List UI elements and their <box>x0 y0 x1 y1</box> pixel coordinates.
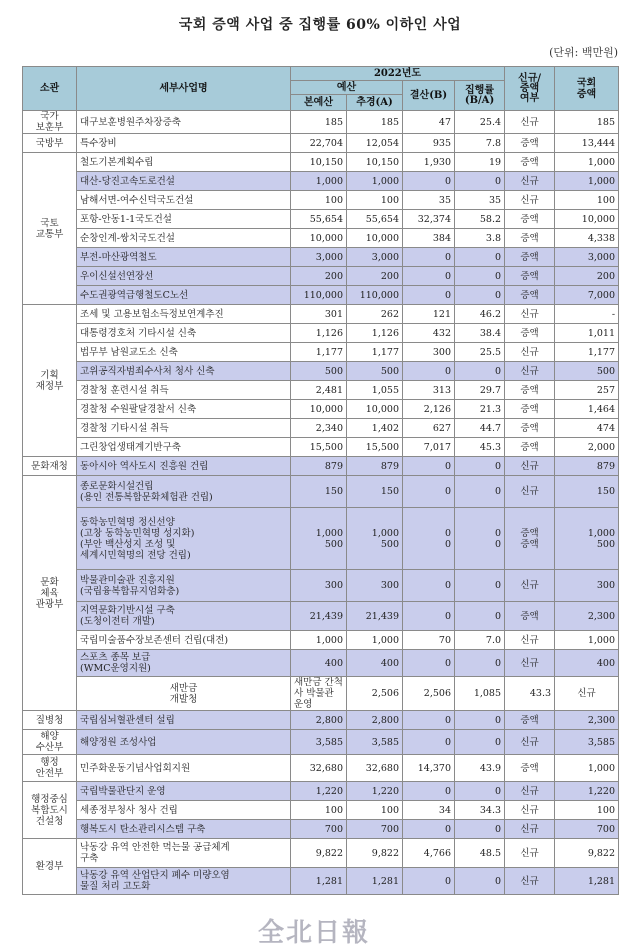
settlement-cell: 7,017 <box>403 438 455 457</box>
table-row <box>23 362 619 381</box>
settlement-cell: 4,766 <box>403 839 455 868</box>
increase-cell: 1,281 <box>555 868 619 895</box>
main-budget-cell: 150 <box>291 476 347 508</box>
table-row <box>23 631 619 650</box>
project-name-cell: 박물관미술관 진흥지원 (국립융복합뮤지엄화충) <box>77 570 291 602</box>
exec-rate-cell: 0 <box>455 248 505 267</box>
table-row <box>23 153 619 172</box>
table-row <box>23 267 619 286</box>
settlement-cell: 627 <box>403 419 455 438</box>
increase-cell: 1,220 <box>555 782 619 801</box>
increase-cell: 1,000 500 <box>555 508 619 570</box>
supplementary-cell: 150 <box>347 476 403 508</box>
project-name-cell: 낙동강 유역 안전한 먹는물 공급체계 구축 <box>77 839 291 868</box>
dept-cell: 국가 보훈부 <box>23 111 77 134</box>
type-cell: 증액 <box>505 711 555 730</box>
supplementary-cell: 500 <box>347 362 403 381</box>
main-budget-cell: 879 <box>291 457 347 476</box>
type-cell: 신규 <box>505 191 555 210</box>
supplementary-cell: 110,000 <box>347 286 403 305</box>
exec-rate-cell: 48.5 <box>455 839 505 868</box>
main-budget-cell: 1,281 <box>291 868 347 895</box>
increase-cell: 400 <box>555 650 619 677</box>
main-budget-cell: 1,000 500 <box>291 508 347 570</box>
table-row <box>23 457 619 476</box>
exec-rate-cell: 0 <box>455 650 505 677</box>
project-name-cell: 대구보훈병원주차장증축 <box>77 111 291 134</box>
supplementary-cell: 400 <box>347 650 403 677</box>
project-name-cell: 철도기본계획수립 <box>77 153 291 172</box>
table-row <box>23 286 619 305</box>
dept-cell: 환경부 <box>23 839 77 895</box>
project-name-cell: 우이신설선연장선 <box>77 267 291 286</box>
type-cell: 신규 <box>505 172 555 191</box>
settlement-cell: 313 <box>403 381 455 400</box>
page-title: 국회 증액 사업 중 집행률 60% 이하인 사업 <box>178 17 462 33</box>
project-name-cell: 민주화운동기념사업회지원 <box>77 755 291 782</box>
supplementary-cell: 100 <box>347 191 403 210</box>
table-row <box>23 602 619 631</box>
table-row <box>23 801 619 820</box>
type-cell: 신규 <box>505 820 555 839</box>
increase-cell: 1,011 <box>555 324 619 343</box>
main-budget-cell: 100 <box>291 191 347 210</box>
project-name-cell: 대통령경호처 기타시설 신축 <box>77 324 291 343</box>
project-name-cell: 남해서면-여수신덕국도건설 <box>77 191 291 210</box>
increase-cell: 7,000 <box>555 286 619 305</box>
main-budget-cell: 400 <box>291 650 347 677</box>
main-budget-cell: 10,150 <box>291 153 347 172</box>
settlement-cell: 0 <box>403 602 455 631</box>
settlement-cell: 32,374 <box>403 210 455 229</box>
header-settlement: 결산(B) <box>403 81 455 111</box>
exec-rate-cell: 44.7 <box>455 419 505 438</box>
project-name-cell: 조세 및 고용보험소득정보연계추진 <box>77 305 291 324</box>
exec-rate-cell: 7.0 <box>455 631 505 650</box>
supplementary-cell: 2,506 <box>403 677 455 711</box>
settlement-cell: 0 <box>403 286 455 305</box>
project-name-cell: 부전-마산광역철도 <box>77 248 291 267</box>
supplementary-cell: 1,177 <box>347 343 403 362</box>
table-row <box>23 820 619 839</box>
main-budget-cell: 700 <box>291 820 347 839</box>
settlement-cell: 0 <box>403 820 455 839</box>
supplementary-cell: 300 <box>347 570 403 602</box>
header-year: 2022년도 <box>291 67 505 81</box>
increase-cell: 1,177 <box>555 343 619 362</box>
main-budget-cell: 10,000 <box>291 229 347 248</box>
project-name-cell: 국립박물관단지 운영 <box>77 782 291 801</box>
type-cell: 증액 <box>505 267 555 286</box>
project-name-cell: 동아시아 역사도시 진흥원 건립 <box>77 457 291 476</box>
project-name-cell: 낙동강 유역 산업단지 폐수 미량오염 물질 처리 고도화 <box>77 868 291 895</box>
increase-cell: 879 <box>555 457 619 476</box>
dept-cell: 국토 교통부 <box>23 153 77 305</box>
header-dept: 소관 <box>23 67 77 111</box>
increase-cell: 2,000 <box>555 438 619 457</box>
table-row <box>23 305 619 324</box>
supplementary-cell: 12,054 <box>347 134 403 153</box>
main-budget-cell: 15,500 <box>291 438 347 457</box>
increase-cell: 3,000 <box>555 248 619 267</box>
settlement-cell: 0 <box>403 711 455 730</box>
supplementary-cell: 100 <box>347 801 403 820</box>
table-row <box>23 229 619 248</box>
settlement-cell: 14,370 <box>403 755 455 782</box>
supplementary-cell: 2,800 <box>347 711 403 730</box>
table-row <box>23 782 619 801</box>
increase-cell: 4,338 <box>555 229 619 248</box>
increase-cell: 474 <box>555 419 619 438</box>
project-name-cell: 그린창업생태계기반구축 <box>77 438 291 457</box>
main-budget-cell: 185 <box>291 111 347 134</box>
exec-rate-cell: 0 <box>455 476 505 508</box>
increase-cell: 13,444 <box>555 134 619 153</box>
project-name-cell: 고위공직자범죄수사처 청사 신축 <box>77 362 291 381</box>
increase-cell: 100 <box>555 191 619 210</box>
project-name-cell: 포항-안동1-1국도건설 <box>77 210 291 229</box>
project-name-cell: 법무부 남원교도소 신축 <box>77 343 291 362</box>
supplementary-cell: 700 <box>347 820 403 839</box>
type-cell: 증액 <box>505 210 555 229</box>
header-project: 세부사업명 <box>77 67 291 111</box>
type-cell: 증액 <box>505 381 555 400</box>
increase-cell: 1,464 <box>555 400 619 419</box>
project-name-cell: 행복도시 탄소관리시스템 구축 <box>77 820 291 839</box>
settlement-cell: 0 <box>403 172 455 191</box>
project-name-cell: 경찰청 기타시설 취득 <box>77 419 291 438</box>
exec-rate-cell: 0 <box>455 362 505 381</box>
dept-cell: 국방부 <box>23 134 77 153</box>
exec-rate-cell: 0 <box>455 602 505 631</box>
header-budget: 예산 <box>291 81 403 95</box>
exec-rate-cell: 0 <box>455 570 505 602</box>
main-budget-cell: 3,000 <box>291 248 347 267</box>
main-budget-cell: 1,177 <box>291 343 347 362</box>
type-cell: 신규 <box>505 839 555 868</box>
settlement-cell: 34 <box>403 801 455 820</box>
increase-cell: - <box>555 305 619 324</box>
project-name-cell: 새만금 간척사 박물관 운영 <box>291 677 347 711</box>
exec-rate-cell: 0 <box>455 267 505 286</box>
main-budget-cell: 1,000 <box>291 172 347 191</box>
type-cell: 신규 <box>505 650 555 677</box>
type-cell: 증액 <box>505 755 555 782</box>
table-row <box>23 419 619 438</box>
exec-rate-cell: 34.3 <box>455 801 505 820</box>
exec-rate-cell: 25.5 <box>455 343 505 362</box>
exec-rate-cell: 7.8 <box>455 134 505 153</box>
supplementary-cell: 185 <box>347 111 403 134</box>
settlement-cell: 70 <box>403 631 455 650</box>
increase-cell: 200 <box>555 267 619 286</box>
table-row <box>23 343 619 362</box>
table-row <box>23 172 619 191</box>
table-row <box>23 711 619 730</box>
main-budget-cell: 2,340 <box>291 419 347 438</box>
increase-cell: 1,000 <box>555 755 619 782</box>
supplementary-cell: 1,281 <box>347 868 403 895</box>
table-row <box>23 324 619 343</box>
newspaper-watermark: 全北日報 <box>258 918 371 948</box>
main-budget-cell: 9,822 <box>291 839 347 868</box>
unit-label: (단위: 백만원) <box>549 46 618 59</box>
supplementary-cell: 9,822 <box>347 839 403 868</box>
exec-rate-cell: 0 0 <box>455 508 505 570</box>
table-row <box>23 210 619 229</box>
supplementary-cell: 21,439 <box>347 602 403 631</box>
project-name-cell: 대산-당진고속도로건설 <box>77 172 291 191</box>
supplementary-cell: 10,000 <box>347 400 403 419</box>
table-row <box>23 248 619 267</box>
type-cell: 신규 <box>505 362 555 381</box>
exec-rate-cell: 19 <box>455 153 505 172</box>
settlement-cell: 0 <box>403 457 455 476</box>
header-assembly-increase: 국회 증액 <box>555 67 619 111</box>
exec-rate-cell: 0 <box>455 782 505 801</box>
exec-rate-cell: 25.4 <box>455 111 505 134</box>
main-budget-cell: 200 <box>291 267 347 286</box>
increase-cell: 100 <box>555 801 619 820</box>
type-cell: 증액 <box>505 400 555 419</box>
settlement-cell: 0 <box>403 267 455 286</box>
main-budget-cell: 32,680 <box>291 755 347 782</box>
supplementary-cell: 1,000 <box>347 172 403 191</box>
type-cell: 신규 <box>505 730 555 755</box>
increase-cell: 185 <box>555 111 619 134</box>
exec-rate-cell: 0 <box>455 457 505 476</box>
exec-rate-cell: 21.3 <box>455 400 505 419</box>
project-name-cell: 수도권광역급행철도C노선 <box>77 286 291 305</box>
table-row <box>23 677 619 711</box>
exec-rate-cell: 46.2 <box>455 305 505 324</box>
increase-cell: 700 <box>555 820 619 839</box>
main-budget-cell: 2,800 <box>291 711 347 730</box>
main-budget-cell: 110,000 <box>291 286 347 305</box>
main-budget-cell: 301 <box>291 305 347 324</box>
main-budget-cell: 55,654 <box>291 210 347 229</box>
exec-rate-cell: 0 <box>455 730 505 755</box>
supplementary-cell: 10,150 <box>347 153 403 172</box>
main-budget-cell: 300 <box>291 570 347 602</box>
settlement-cell: 121 <box>403 305 455 324</box>
settlement-cell: 0 <box>403 782 455 801</box>
project-name-cell: 순창인계-쌍치국도건설 <box>77 229 291 248</box>
type-cell: 신규 <box>505 457 555 476</box>
project-name-cell: 종로문화시설건립 (용인 전통복합문화체험관 건립) <box>77 476 291 508</box>
table-row <box>23 868 619 895</box>
dept-cell: 문화재청 <box>23 457 77 476</box>
settlement-cell: 1,930 <box>403 153 455 172</box>
supplementary-cell: 3,585 <box>347 730 403 755</box>
project-name-cell: 특수장비 <box>77 134 291 153</box>
supplementary-cell: 1,402 <box>347 419 403 438</box>
supplementary-cell: 32,680 <box>347 755 403 782</box>
header-new-increase: 신규/ 증액 여부 <box>505 67 555 111</box>
settlement-cell: 0 <box>403 362 455 381</box>
supplementary-cell: 1,126 <box>347 324 403 343</box>
supplementary-cell: 15,500 <box>347 438 403 457</box>
main-budget-cell: 22,704 <box>291 134 347 153</box>
exec-rate-cell: 58.2 <box>455 210 505 229</box>
main-budget-cell: 1,126 <box>291 324 347 343</box>
settlement-cell: 300 <box>403 343 455 362</box>
dept-cell: 행정 안전부 <box>23 755 77 782</box>
exec-rate-cell: 38.4 <box>455 324 505 343</box>
main-budget-cell: 10,000 <box>291 400 347 419</box>
type-cell: 신규 <box>505 868 555 895</box>
type-cell: 증액 <box>505 153 555 172</box>
exec-rate-cell: 43.3 <box>505 677 555 711</box>
type-cell: 증액 증액 <box>505 508 555 570</box>
main-budget-cell: 1,220 <box>291 782 347 801</box>
settlement-cell: 1,085 <box>455 677 505 711</box>
table-row <box>23 191 619 210</box>
main-budget-cell: 500 <box>291 362 347 381</box>
supplementary-cell: 1,220 <box>347 782 403 801</box>
supplementary-cell: 1,055 <box>347 381 403 400</box>
dept-cell: 새만금 개발청 <box>77 677 291 711</box>
settlement-cell: 0 0 <box>403 508 455 570</box>
supplementary-cell: 55,654 <box>347 210 403 229</box>
settlement-cell: 0 <box>403 570 455 602</box>
settlement-cell: 935 <box>403 134 455 153</box>
settlement-cell: 35 <box>403 191 455 210</box>
table-row <box>23 570 619 602</box>
project-name-cell: 국립미술품수장보존센터 건립(대전) <box>77 631 291 650</box>
type-cell: 증액 <box>505 438 555 457</box>
budget-table <box>22 66 619 895</box>
supplementary-cell: 879 <box>347 457 403 476</box>
type-cell: 신규 <box>505 476 555 508</box>
settlement-cell: 0 <box>403 650 455 677</box>
increase-cell: 300 <box>555 570 619 602</box>
header-main-budget: 본예산 <box>291 95 347 111</box>
type-cell: 신규 <box>505 343 555 362</box>
table-row <box>23 111 619 134</box>
table-row <box>23 381 619 400</box>
exec-rate-cell: 35 <box>455 191 505 210</box>
settlement-cell: 47 <box>403 111 455 134</box>
table-row <box>23 650 619 677</box>
settlement-cell: 0 <box>403 730 455 755</box>
type-cell: 증액 <box>505 134 555 153</box>
exec-rate-cell: 45.3 <box>455 438 505 457</box>
main-budget-cell: 21,439 <box>291 602 347 631</box>
dept-cell: 해양 수산부 <box>23 730 77 755</box>
main-budget-cell: 2,481 <box>291 381 347 400</box>
supplementary-cell: 200 <box>347 267 403 286</box>
increase-cell: 150 <box>555 476 619 508</box>
table-row <box>23 730 619 755</box>
project-name-cell: 동학농민혁명 정신선양 (고창 동학농민혁명 성지화) (부안 백산성지 조성 및 세계시민혁명의 전당 건립) <box>77 508 291 570</box>
supplementary-cell: 10,000 <box>347 229 403 248</box>
project-name-cell: 경찰청 훈련시설 취득 <box>77 381 291 400</box>
type-cell: 신규 <box>505 801 555 820</box>
main-budget-cell: 2,506 <box>347 677 403 711</box>
exec-rate-cell: 0 <box>455 711 505 730</box>
settlement-cell: 0 <box>403 868 455 895</box>
supplementary-cell: 262 <box>347 305 403 324</box>
main-budget-cell: 3,585 <box>291 730 347 755</box>
supplementary-cell: 1,000 500 <box>347 508 403 570</box>
main-budget-cell: 100 <box>291 801 347 820</box>
table-row <box>23 508 619 570</box>
exec-rate-cell: 0 <box>455 286 505 305</box>
table-row <box>23 755 619 782</box>
project-name-cell: 세종정부청사 청사 건립 <box>77 801 291 820</box>
type-cell: 증액 <box>505 419 555 438</box>
increase-cell: 2,300 <box>555 711 619 730</box>
dept-cell: 문화 체육 관광부 <box>23 476 77 711</box>
increase-cell: 1,000 <box>555 172 619 191</box>
type-cell: 신규 <box>505 111 555 134</box>
exec-rate-cell: 43.9 <box>455 755 505 782</box>
increase-cell: 10,000 <box>555 210 619 229</box>
settlement-cell: 2,126 <box>403 400 455 419</box>
table-row <box>23 134 619 153</box>
settlement-cell: 432 <box>403 324 455 343</box>
dept-cell: 질병청 <box>23 711 77 730</box>
table-row <box>23 839 619 868</box>
increase-cell: 3,585 <box>555 730 619 755</box>
dept-cell: 기획 재정부 <box>23 305 77 457</box>
type-cell: 증액 <box>505 248 555 267</box>
increase-cell: 1,000 <box>555 631 619 650</box>
project-name-cell: 해양정원 조성사업 <box>77 730 291 755</box>
settlement-cell: 0 <box>403 248 455 267</box>
increase-cell: 257 <box>555 381 619 400</box>
type-cell: 신규 <box>505 631 555 650</box>
increase-cell: 9,822 <box>555 839 619 868</box>
type-cell: 증액 <box>505 602 555 631</box>
settlement-cell: 0 <box>403 476 455 508</box>
type-cell: 신규 <box>555 677 619 711</box>
settlement-cell: 384 <box>403 229 455 248</box>
exec-rate-cell: 3.8 <box>455 229 505 248</box>
type-cell: 증액 <box>505 229 555 248</box>
type-cell: 신규 <box>505 305 555 324</box>
type-cell: 신규 <box>505 570 555 602</box>
table-row <box>23 400 619 419</box>
exec-rate-cell: 0 <box>455 820 505 839</box>
type-cell: 증액 <box>505 286 555 305</box>
type-cell: 증액 <box>505 324 555 343</box>
exec-rate-cell: 29.7 <box>455 381 505 400</box>
main-budget-cell: 1,000 <box>291 631 347 650</box>
project-name-cell: 경찰청 수원팔달경찰서 신축 <box>77 400 291 419</box>
increase-cell: 2,300 <box>555 602 619 631</box>
type-cell: 신규 <box>505 782 555 801</box>
exec-rate-cell: 0 <box>455 868 505 895</box>
supplementary-cell: 1,000 <box>347 631 403 650</box>
project-name-cell: 지역문화기반시설 구축 (도청이전터 개발) <box>77 602 291 631</box>
dept-cell: 행정중심 복합도시 건설청 <box>23 782 77 839</box>
project-name-cell: 국립심뇌혈관센터 설립 <box>77 711 291 730</box>
project-name-cell: 스포츠 종목 보급 (WMC운영지원) <box>77 650 291 677</box>
supplementary-cell: 3,000 <box>347 248 403 267</box>
table-row <box>23 476 619 508</box>
increase-cell: 1,000 <box>555 153 619 172</box>
header-exec-rate: 집행률 (B/A) <box>455 81 505 111</box>
header-supplementary: 추경(A) <box>347 95 403 111</box>
table-body <box>23 111 619 895</box>
exec-rate-cell: 0 <box>455 172 505 191</box>
increase-cell: 500 <box>555 362 619 381</box>
table-row <box>23 438 619 457</box>
